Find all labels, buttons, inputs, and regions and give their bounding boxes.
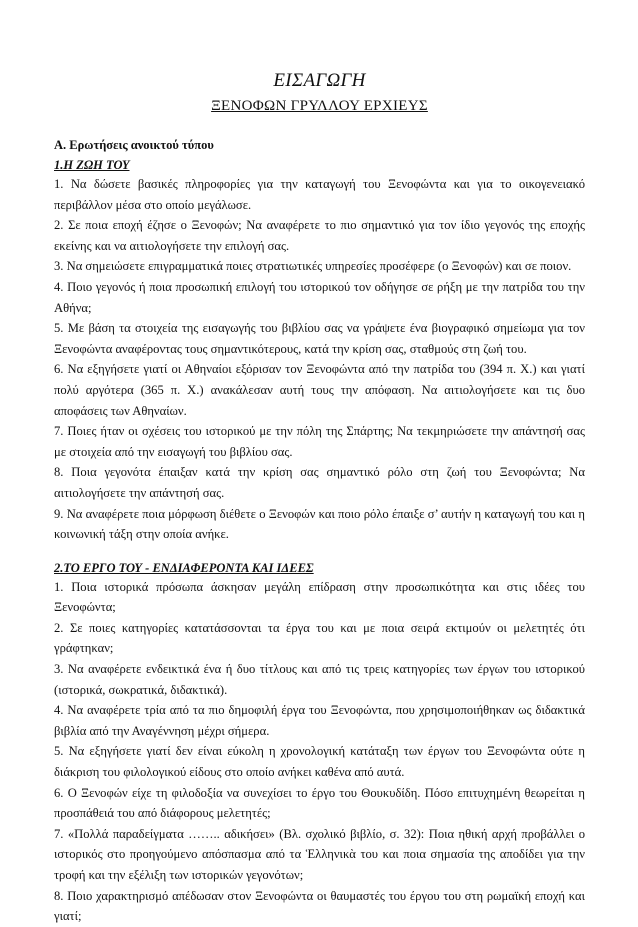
question-1-9: 9. Να αναφέρετε ποια μόρφωση διέθετε ο Ξενοφών και ποιο ρόλο έπαιξε σ’ αυτήν η καταγωγή του και η κοινωνική τάξη στην οποία ανήκε. xyxy=(54,506,585,542)
section1-heading: 1.Η ΖΩΗ ΤΟΥ xyxy=(54,158,130,172)
section-spacer xyxy=(54,545,585,559)
page-title: ΕΙΣΑΓΩΓΗ xyxy=(273,70,366,91)
question-2-2: 2. Σε ποιες κατηγορίες κατατάσσονται τα έργα του και με ποια σειρά εκτιμούν οι μελετητές ότι γράφτηκαν; xyxy=(54,620,585,656)
section-a-heading: Α. Ερωτήσεις ανοικτού τύπου xyxy=(54,138,214,152)
question-2-1: 1. Ποια ιστορικά πρόσωπα άσκησαν μεγάλη επίδραση στην προσωπικότητα και στις ιδέες του Ξενοφώντα; xyxy=(54,579,585,615)
question-2-8: 8. Ποιο χαρακτηρισμό απέδωσαν στον Ξενοφώντα οι θαυμαστές του έργου του στη ρωμαϊκή εποχή και γιατί; xyxy=(54,888,585,924)
question-1-3: 3. Να σημειώσετε επιγραμματικά ποιες στρατιωτικές υπηρεσίες προσέφερε (ο Ξενοφών) και σε ποιον. xyxy=(54,259,572,274)
question-1-2: 2. Σε ποια εποχή έζησε ο Ξενοφών; Να αναφέρετε το πιο σημαντικό για τον ίδιο γεγονός της εποχής εκείνης και να αιτιολογήσετε την επιλογή σας. xyxy=(54,218,585,253)
page-subtitle: ΞΕΝΟΦΩΝ ΓΡΥΛΛΟΥ ΕΡΧΙΕΥΣ xyxy=(211,98,428,114)
question-1-6: 6. Να εξηγήσετε γιατί οι Αθηναίοι εξόρισαν τον Ξενοφώντα από την πατρίδα του (394 π. Χ.) και γιατί πολύ αργότερα (365 π. Χ.) ανακάλεσαν αυτή τους την απόφαση. Να αιτιολογήσετε και τις δυο αποφάσεις των Αθηναίων. xyxy=(54,362,585,418)
question-1-4: 4. Ποιο γεγονός ή ποια προσωπική επιλογή του ιστορικού τον οδήγησε σε ρήξη με την πατρίδα του την Αθήνα; xyxy=(54,279,585,315)
question-2-4: 4. Να αναφέρετε τρία από τα πιο δημοφιλή έργα του Ξενοφώντα, που χρησιμοποιήθηκαν ως διδακτικά βιβλία από την Αναγέννηση μέχρι σήμερα. xyxy=(54,703,585,738)
question-2-7: 7. «Πολλά παραδείγματα …….. αδικήσει» (Βλ. σχολικό βιβλίο, σ. 32): Ποια ηθική αρχή προβάλλει ο ιστορικός στο προηγούμενο απόσπασμα από τα Ἑλληνικὰ του και ποια σημασία της αποδίδει για την τροφή και την εξέλιξη των ιστορικών γεγονότων; xyxy=(54,826,585,882)
question-1-1: 1. Να δώσετε βασικές πληροφορίες για την καταγωγή του Ξενοφώντα και για το οικογενειακό περιβάλλον μέσα στο οποίο μεγάλωσε. xyxy=(54,177,585,212)
question-2-5: 5. Να εξηγήσετε γιατί δεν είναι εύκολη η χρονολογική κατάταξη των έργων του Ξενοφώντα ούτε η διάκριση του φιλολογικού είδους στο οποίο ανήκει καθένα από αυτά. xyxy=(54,744,585,780)
section2-heading: 2.ΤΟ ΕΡΓΟ ΤΟΥ - ΕΝΔΙΑΦΕΡΟΝΤΑ ΚΑΙ ΙΔΕΕΣ xyxy=(54,560,314,575)
question-1-5: 5. Με βάση τα στοιχεία της εισαγωγής του βιβλίου σας να γράψετε ένα βιογραφικό σημείωμα για τον Ξενοφώντα αναφέροντας τους σημαντικότερους, κατά την κρίση σας, σταθμούς στη ζωή του. xyxy=(54,321,585,356)
question-1-8: 8. Ποια γεγονότα έπαιξαν κατά την κρίση σας σημαντικό ρόλο στη ζωή του Ξενοφώντα; Να αιτιολογήσετε την απάντησή σας. xyxy=(54,465,585,500)
question-1-7: 7. Ποιες ήταν οι σχέσεις του ιστορικού με την πόλη της Σπάρτης; Να τεκμηριώσετε την απάντησή σας με στοιχεία από την εισαγωγή του βιβλίου σας. xyxy=(54,424,585,459)
question-2-3: 3. Να αναφέρετε ενδεικτικά ένα ή δυο τίτλους και από τις τρεις κατηγορίες των έργων του ιστορικού (ιστορικά, σωκρατικά, διδακτικά). xyxy=(54,662,585,697)
question-2-6: 6. Ο Ξενοφών είχε τη φιλοδοξία να συνεχίσει το έργο του Θουκυδίδη. Πόσο επιτυχημένη θεωρείται η προσπάθειά του από διάφορους μελετητές; xyxy=(54,785,585,821)
